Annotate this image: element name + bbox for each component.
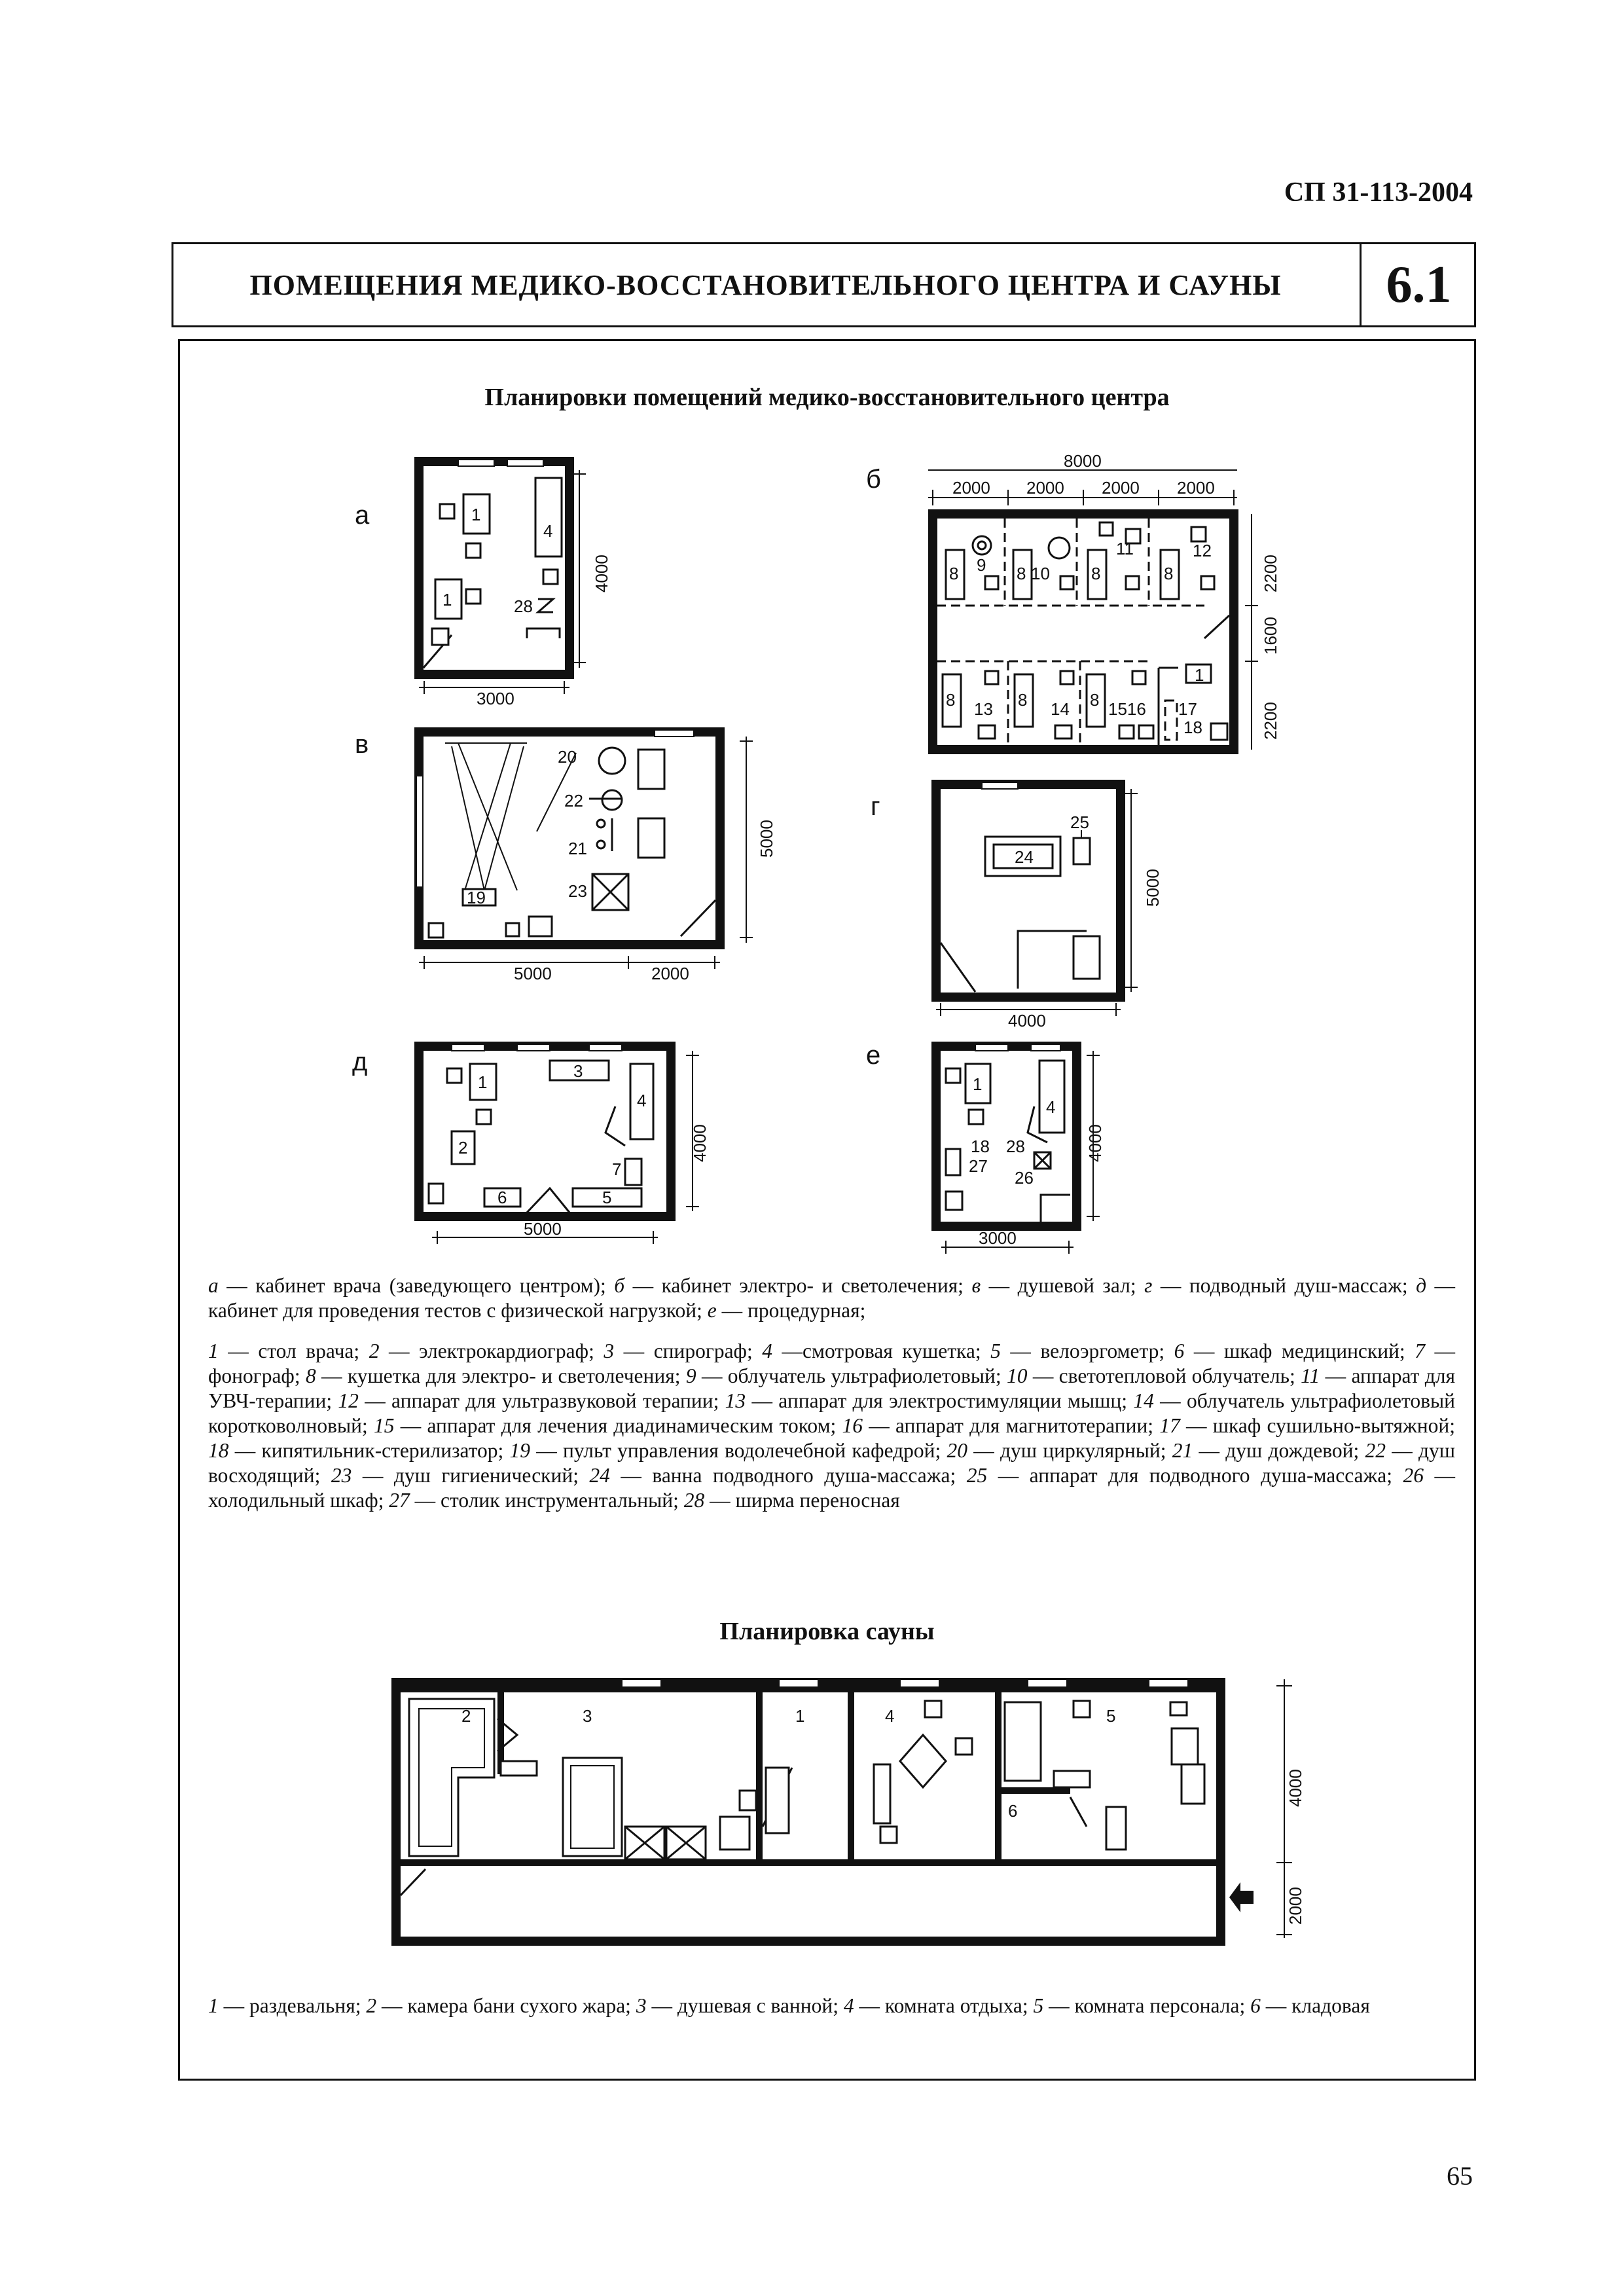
page-title: ПОМЕЩЕНИЯ МЕДИКО-ВОССТАНОВИТЕЛЬНОГО ЦЕНТРА И САУНЫ — [249, 268, 1282, 301]
caption-key: 9 — [685, 1364, 696, 1387]
caption-key: 27 — [389, 1489, 410, 1512]
caption-text: — светотепловой облучатель; — [1027, 1364, 1301, 1387]
page-number: 65 — [1447, 2161, 1473, 2191]
dim-b-seg-1: 2000 — [952, 478, 990, 498]
plan-label: д — [352, 1048, 368, 1076]
caption-key: 2 — [369, 1339, 380, 1362]
dim-e-width: 3000 — [979, 1228, 1017, 1248]
plan-label: б — [866, 465, 881, 494]
caption-key: 5 — [1033, 1994, 1044, 2017]
caption-key: 15 — [373, 1414, 395, 1437]
dim-b-total: 8000 — [1064, 451, 1102, 471]
dim-v-w1: 5000 — [514, 964, 552, 983]
document-code: СП 31-113-2004 — [1284, 177, 1473, 208]
dim-v-w2: 2000 — [651, 964, 689, 983]
svg-text:2: 2 — [461, 1706, 471, 1726]
sauna-plan — [396, 1679, 1305, 1941]
plan-g — [871, 782, 1163, 1030]
caption-text: — аппарат для подводного душа-массажа; — [987, 1464, 1403, 1487]
caption-key: б — [614, 1274, 625, 1297]
caption-text: — ширма переносная — [704, 1489, 900, 1512]
plan-v — [355, 730, 776, 983]
caption-key: 26 — [1403, 1464, 1424, 1487]
svg-text:8: 8 — [949, 564, 959, 583]
caption-text: — фонограф; — [208, 1339, 1456, 1387]
caption-key: 6 — [1174, 1339, 1185, 1362]
sauna-section-title: Планировка сауны — [719, 1618, 935, 1645]
caption-text: — шкаф сушильно-вытяжной; — [1180, 1414, 1455, 1437]
caption-key: 10 — [1006, 1364, 1028, 1387]
plan-label: в — [355, 730, 369, 759]
caption-text: — аппарат для УВЧ-терапии; — [208, 1364, 1455, 1412]
caption-key: 18 — [208, 1439, 229, 1462]
svg-text:4: 4 — [637, 1091, 647, 1110]
svg-text:20: 20 — [558, 747, 577, 767]
caption-text: — душ дождевой; — [1193, 1439, 1365, 1462]
caption-key: 28 — [683, 1489, 705, 1512]
caption-key: 20 — [947, 1439, 968, 1462]
caption-text: — процедурная; — [716, 1299, 866, 1322]
plan-b — [866, 451, 1280, 750]
caption-text: — раздевальня; — [218, 1994, 367, 2017]
svg-text:18: 18 — [971, 1137, 990, 1156]
caption-key: 3 — [604, 1339, 615, 1362]
dim-a-height: 4000 — [592, 555, 611, 592]
svg-text:26: 26 — [1015, 1168, 1034, 1188]
caption-key: в — [971, 1274, 981, 1297]
svg-text:5: 5 — [1106, 1706, 1116, 1726]
svg-text:11: 11 — [1116, 539, 1134, 558]
svg-text:6: 6 — [497, 1188, 507, 1207]
medical-rooms-caption — [208, 1273, 1455, 1323]
svg-text:1: 1 — [1195, 665, 1204, 685]
caption-key: 12 — [338, 1389, 359, 1412]
dim-b-h3: 2200 — [1261, 702, 1280, 740]
svg-text:27: 27 — [969, 1156, 988, 1176]
svg-text:28: 28 — [514, 596, 533, 616]
caption-text: — комната персонала; — [1043, 1994, 1251, 2017]
caption-key: 4 — [843, 1994, 854, 2017]
caption-text: — камера бани сухого жара; — [376, 1994, 636, 2017]
section-number: 6.1 — [1386, 255, 1452, 314]
svg-text:23: 23 — [568, 881, 587, 901]
caption-key: 4 — [762, 1339, 772, 1362]
caption-text: — кабинет электро- и светолечения; — [624, 1274, 972, 1297]
caption-key: д — [1416, 1274, 1427, 1297]
svg-text:14: 14 — [1051, 699, 1070, 719]
svg-text:28: 28 — [1006, 1137, 1025, 1156]
svg-text:2: 2 — [458, 1138, 468, 1157]
svg-text:6: 6 — [1008, 1801, 1018, 1821]
svg-text:5: 5 — [602, 1188, 612, 1207]
caption-text: — холодильный шкаф; — [208, 1464, 1456, 1512]
caption-key: 23 — [331, 1464, 352, 1487]
svg-text:1: 1 — [471, 505, 481, 524]
svg-text:1516: 1516 — [1108, 699, 1146, 719]
svg-text:3: 3 — [573, 1061, 583, 1081]
dim-g-width: 4000 — [1008, 1011, 1046, 1030]
caption-key: 5 — [990, 1339, 1001, 1362]
caption-text: — облучатель ультрафиолетовый коротковолновый; — [208, 1389, 1455, 1437]
caption-text: — душевая с ванной; — [646, 1994, 844, 2017]
caption-text: — подводный душ-массаж; — [1152, 1274, 1416, 1297]
caption-key: е — [707, 1299, 717, 1322]
caption-key: 13 — [725, 1389, 746, 1412]
dim-b-h2: 1600 — [1261, 617, 1280, 655]
caption-key: 1 — [208, 1339, 219, 1362]
caption-key: а — [208, 1274, 219, 1297]
svg-text:7: 7 — [612, 1159, 622, 1179]
caption-text: — облучатель ультрафиолетовый; — [696, 1364, 1007, 1387]
caption-text: — шкаф медицинский; — [1184, 1339, 1415, 1362]
svg-text:8: 8 — [1091, 564, 1101, 583]
caption-key: 22 — [1365, 1439, 1386, 1462]
svg-text:1: 1 — [442, 590, 452, 610]
plan-label: е — [866, 1041, 881, 1070]
medical-section-title: Планировки помещений медико-восстановительного центра — [484, 384, 1170, 411]
caption-text: — пульт управления водолечебной кафедрой; — [530, 1439, 947, 1462]
caption-text: — душевой зал; — [981, 1274, 1145, 1297]
svg-text:8: 8 — [1090, 690, 1100, 710]
caption-text: — аппарат для лечения диадинамическим током; — [394, 1414, 842, 1437]
dim-b-h1: 2200 — [1261, 555, 1280, 592]
svg-text:18: 18 — [1183, 718, 1202, 737]
svg-text:10: 10 — [1031, 564, 1050, 583]
svg-text:8: 8 — [1164, 564, 1174, 583]
svg-text:8: 8 — [1017, 564, 1026, 583]
caption-key: 3 — [636, 1994, 647, 2017]
caption-text: — аппарат для ультразвуковой терапии; — [358, 1389, 725, 1412]
svg-text:4: 4 — [885, 1706, 895, 1726]
plan-a — [355, 460, 611, 708]
dim-sauna-h1: 4000 — [1286, 1769, 1305, 1807]
dim-d-height: 4000 — [690, 1124, 710, 1162]
caption-text: — комната отдыха; — [854, 1994, 1034, 2017]
dim-sauna-h2: 2000 — [1286, 1887, 1305, 1925]
dim-g-height: 5000 — [1143, 869, 1163, 907]
caption-key: 8 — [305, 1364, 316, 1387]
caption-text: — ванна подводного душа-массажа; — [609, 1464, 967, 1487]
dim-v-height: 5000 — [757, 820, 776, 858]
caption-text: — электрокардиограф; — [379, 1339, 604, 1362]
svg-text:25: 25 — [1070, 812, 1089, 832]
plan-d — [352, 1044, 710, 1244]
caption-text: — душ гигиенический; — [352, 1464, 590, 1487]
plan-label: г — [871, 792, 880, 821]
svg-text:9: 9 — [977, 555, 986, 575]
caption-text: — велоэргометр; — [1000, 1339, 1174, 1362]
caption-key: 11 — [1301, 1364, 1320, 1387]
svg-text:22: 22 — [564, 791, 583, 811]
caption-text: — кабинет врача (заведующего центром); — [218, 1274, 615, 1297]
caption-text: — столик инструментальный; — [409, 1489, 684, 1512]
svg-text:19: 19 — [467, 888, 486, 907]
caption-text: — кипятильник-стерилизатор; — [228, 1439, 510, 1462]
caption-text: — кушетка для электро- и светолечения; — [316, 1364, 686, 1387]
svg-text:21: 21 — [568, 839, 587, 858]
caption-key: 19 — [509, 1439, 531, 1462]
svg-text:1: 1 — [973, 1074, 983, 1094]
caption-key: 6 — [1250, 1994, 1261, 2017]
dim-a-width: 3000 — [477, 689, 514, 708]
caption-key: 16 — [842, 1414, 863, 1437]
caption-text: — аппарат для магнитотерапии; — [863, 1414, 1160, 1437]
caption-text: — аппарат для электростимуляции мышц; — [746, 1389, 1134, 1412]
caption-text: — душ циркулярный; — [967, 1439, 1172, 1462]
dim-b-seg-3: 2000 — [1102, 478, 1140, 498]
svg-text:1: 1 — [795, 1706, 805, 1726]
caption-key: 1 — [208, 1994, 219, 2017]
plan-e — [866, 1041, 1105, 1254]
medical-equipment-caption — [208, 1339, 1455, 1513]
svg-text:13: 13 — [974, 699, 993, 719]
dim-b-seg-4: 2000 — [1177, 478, 1215, 498]
caption-text: — спирограф; — [614, 1339, 763, 1362]
dim-e-height: 4000 — [1085, 1124, 1105, 1162]
caption-key: 14 — [1133, 1389, 1154, 1412]
caption-text: — стол врача; — [218, 1339, 369, 1362]
caption-key: 7 — [1415, 1339, 1425, 1362]
caption-key: г — [1144, 1274, 1153, 1297]
svg-text:1: 1 — [478, 1072, 488, 1092]
caption-key: 25 — [966, 1464, 988, 1487]
caption-key: 21 — [1172, 1439, 1193, 1462]
caption-text: — кладовая — [1260, 1994, 1370, 2017]
dim-b-seg-2: 2000 — [1026, 478, 1064, 498]
caption-key: 17 — [1159, 1414, 1180, 1437]
caption-text: — душ восходящий; — [208, 1439, 1455, 1487]
plan-label: а — [355, 501, 370, 530]
caption-text: —кабинет для проведения тестов с физической нагрузкой; — [208, 1274, 1456, 1322]
sauna-caption — [208, 1994, 1455, 2018]
caption-key: 24 — [589, 1464, 610, 1487]
svg-text:4: 4 — [543, 521, 553, 541]
caption-key: 2 — [366, 1994, 377, 2017]
dim-d-width: 5000 — [524, 1219, 562, 1239]
svg-text:3: 3 — [583, 1706, 592, 1726]
caption-text: —смотровая кушетка; — [772, 1339, 991, 1362]
svg-text:17: 17 — [1178, 699, 1197, 719]
svg-text:24: 24 — [1015, 847, 1034, 867]
svg-text:4: 4 — [1046, 1097, 1056, 1117]
svg-text:8: 8 — [946, 690, 956, 710]
svg-text:8: 8 — [1018, 690, 1028, 710]
svg-text:12: 12 — [1193, 541, 1212, 560]
